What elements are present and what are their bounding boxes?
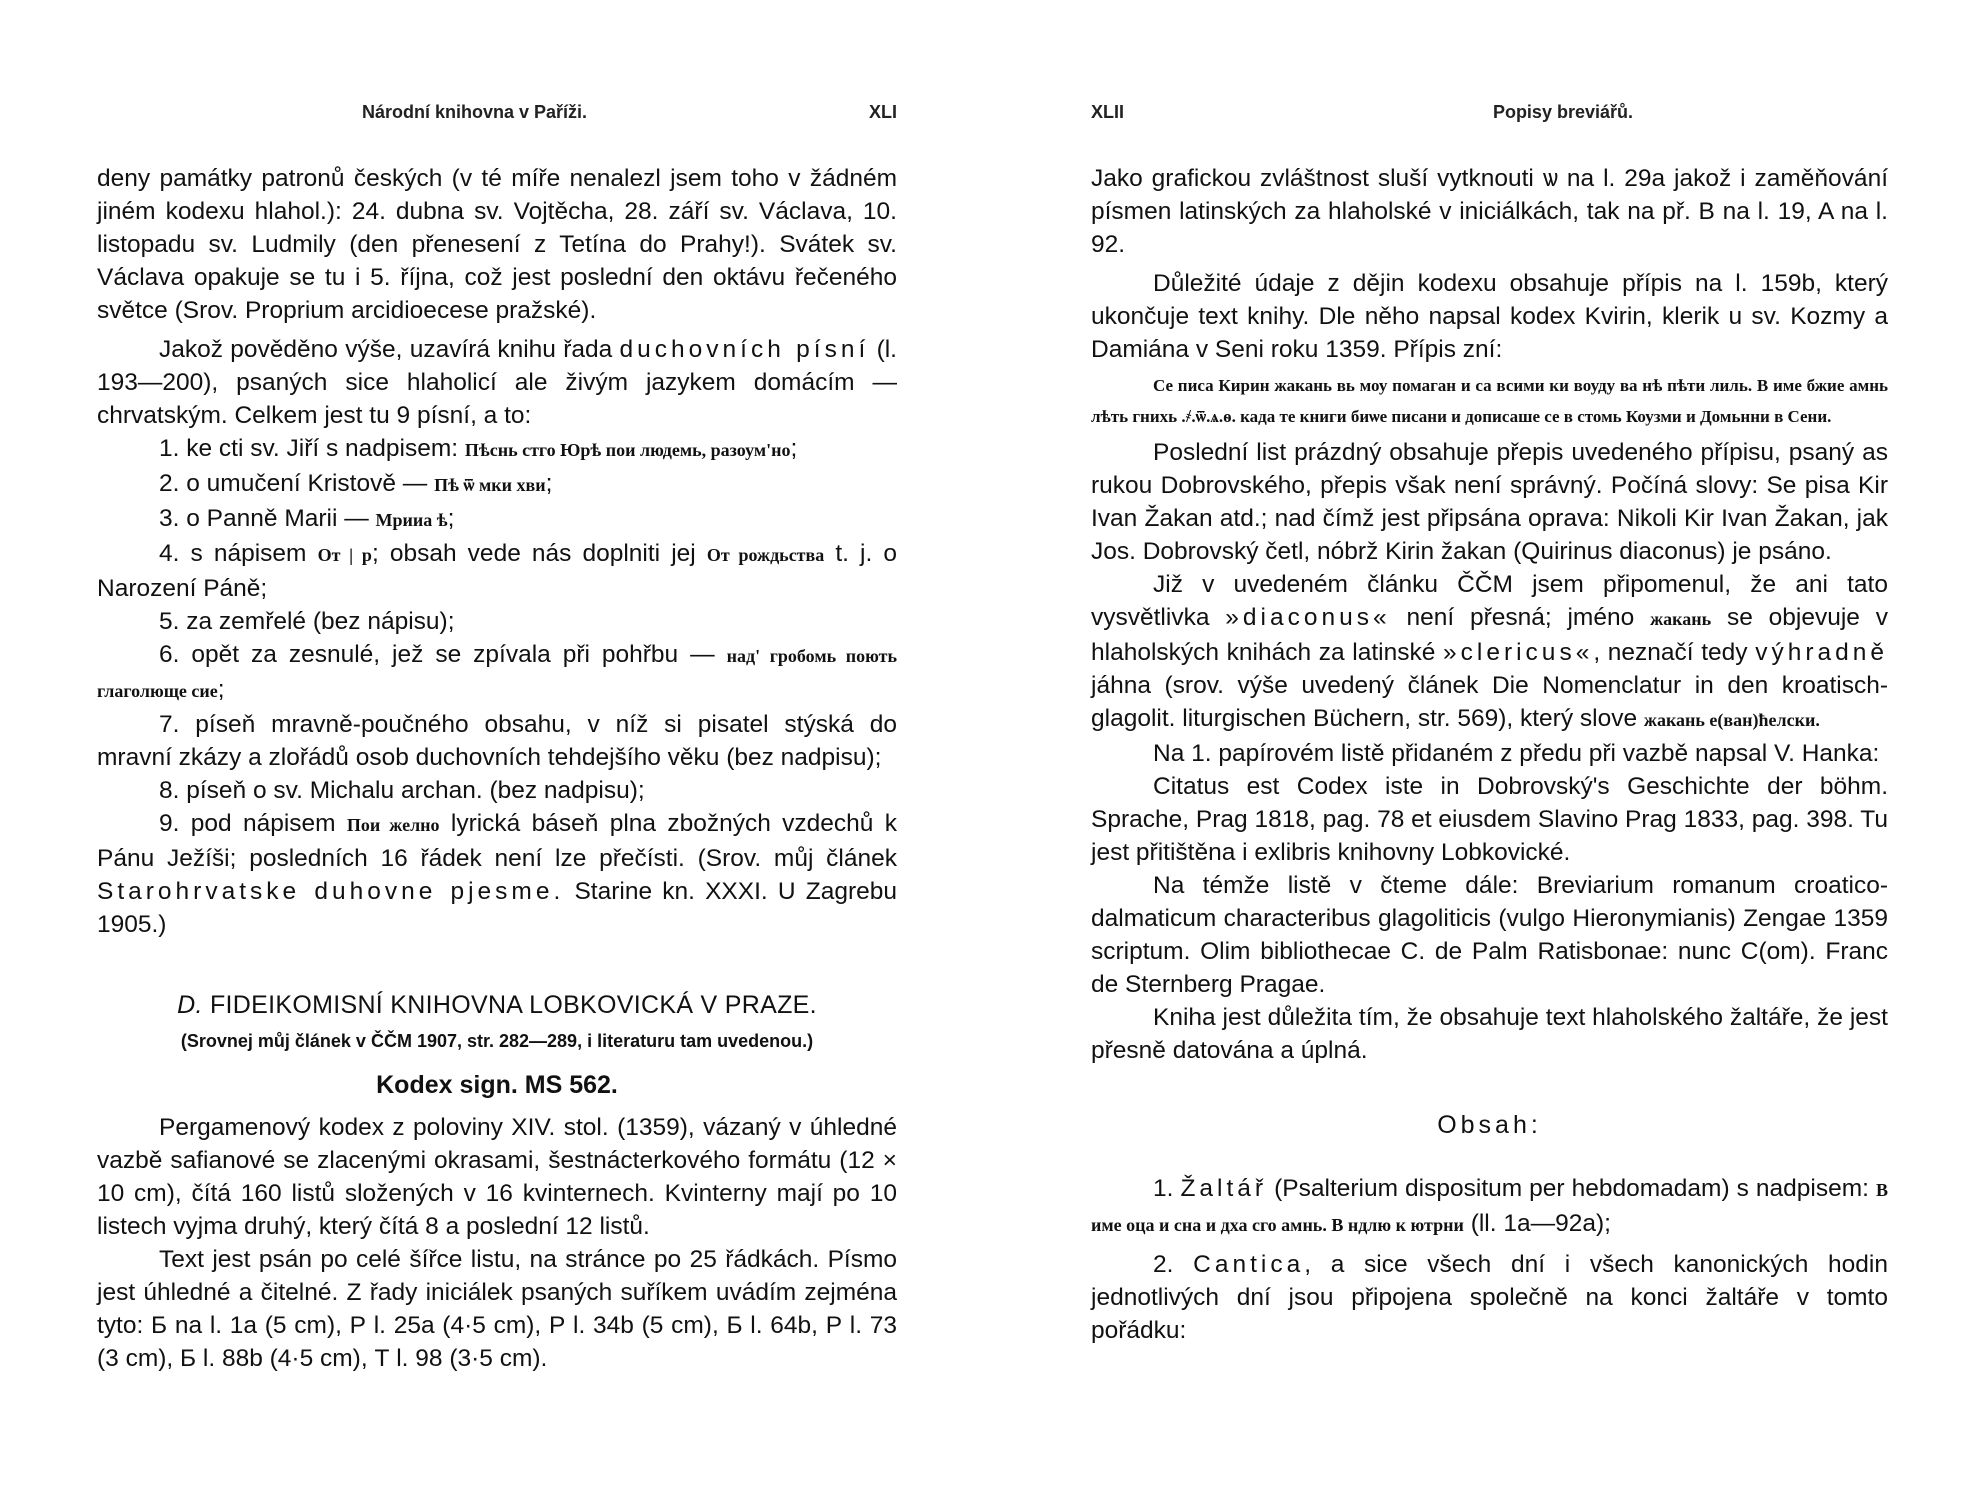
- glagolitic-transcription: над' гробомь поють глаголюще сие: [97, 646, 897, 701]
- list-item: [97, 432, 897, 467]
- text-run: jáhna (srov. výše uvedený článek Die Nomenclatur in den kroatisch-glagolit. liturgischen Büchern, str. 569), který slove: [1091, 672, 1888, 732]
- paragraph: [1091, 568, 1888, 737]
- section-title: [97, 989, 897, 1021]
- text-run: 7. píseň mravně-poučného obsahu, v níž si pisatel stýská do mravní zkázy a zlořádů osob duchovních tehdejšího věku (bez nadpisu);: [97, 711, 897, 771]
- glagolitic-transcription: жакань е(ван)ћелски.: [1643, 710, 1820, 730]
- spaced-text: Starohrvatske duhovne pjesme.: [97, 878, 565, 905]
- list-item: [97, 774, 897, 807]
- text-run: , a sice všech dní i všech kanonických hodin jednotlivých dní jsou připojena společně na konci žaltáře v tomto pořádku:: [1091, 1251, 1889, 1344]
- text-run: ;: [545, 470, 553, 497]
- spaced-text: »clericus«: [1443, 639, 1594, 666]
- paragraph: Text jest psán po celé šířce listu, na stránce po 25 řádkách. Písmo jest úhledné a čitelné. Z řady iniciálek psaných suříkem uvádím zejména tyto: Б na l. 1a (5 cm), Р l. 25a (4·5 cm), Р l. 34b (5 cm), Б l. 64b, Р l. 73 (3 cm), Б l. 88b (4·5 cm), Т l. 98 (3·5 cm).: [97, 1246, 897, 1372]
- text-run: Starine kn. XXXI. U Zagrebu 1905.): [97, 878, 897, 938]
- paragraph: Citatus est Codex iste in Dobrovský's Geschichte der böhm. Sprache, Prag 1818, pag. 78 et eiusdem Slavino Prag 1833, pag. 398. Tu jest přitištěna i exlibris knihovny Lobkovické.: [1091, 773, 1888, 866]
- codex-title: Kodex sign. MS 562.: [376, 1071, 618, 1099]
- running-head-right: [1091, 100, 1888, 124]
- spaced-text: Cantica: [1193, 1251, 1305, 1278]
- paragraph: Kniha jest důležita tím, že obsahuje text hlaholského žaltáře, že jest přesně datována a úplná.: [1091, 1004, 1888, 1064]
- text-run: 1. ke cti sv. Jiří s nadpisem:: [159, 435, 465, 462]
- text-run: (Psalterium dispositum per hebdomadam) s nadpisem:: [1274, 1175, 1869, 1202]
- contents-item: [1091, 1248, 1888, 1347]
- text-run: 2. o umučení Kristově —: [159, 470, 435, 497]
- glagolitic-transcription: От рождьства: [706, 545, 825, 565]
- list-item: [97, 605, 897, 638]
- list-item: [97, 807, 897, 941]
- spaced-text: duchovních písní: [619, 336, 870, 363]
- page-number-left: XLI: [868, 102, 897, 122]
- text-run: 9. pod nápisem: [159, 810, 347, 837]
- spaced-text: výhradně: [1755, 639, 1889, 666]
- list-item: [97, 537, 897, 605]
- text-run: ;: [447, 505, 455, 532]
- text-run: 8. píseň o sv. Michalu archan. (bez nadpisu);: [159, 777, 645, 804]
- header-title-right: Popisy breviářů.: [1492, 102, 1633, 122]
- glagolitic-transcription: Пѣснь стго Юрѣ пои людемь, разоум'но: [464, 440, 791, 460]
- paragraph: Pergamenový kodex z poloviny XIV. stol. (1359), vázaný v úhledné vazbě safianové se zlacenými okrasami, šestnácterkového formátu (12 × 10 cm), čítá 160 listů složených v 16 kvinternech. Kvinterny mají po 10 listech vyjma druhý, který čítá 8 a poslední 12 listů.: [97, 1114, 897, 1240]
- glagolitic-transcription: Мрииа ѣ: [375, 510, 448, 530]
- right-body: [1091, 162, 1888, 1347]
- text-run: 6. opět za zesnulé, jež se zpívala při pohřbu —: [159, 641, 727, 668]
- page-number-right: XLII: [1091, 102, 1125, 122]
- section-title-text: FIDEIKOMISNÍ KNIHOVNA LOBKOVICKÁ V PRAZE.: [209, 991, 817, 1019]
- text-run: ;: [790, 435, 798, 462]
- text-run: , neznačí tedy: [1593, 639, 1748, 666]
- section-letter: D.: [177, 991, 203, 1019]
- text-run: Jakož pověděno výše, uzavírá knihu řada: [159, 336, 613, 363]
- paragraph: Jako grafickou zvláštnost sluší vytknouti ѡ na l. 29a jakož i zaměňování písmen latinských za hlaholské v iniciálkách, tak na př. B na l. 19, A na l. 92.: [1091, 165, 1888, 258]
- glagolitic-transcription: жакань: [1650, 609, 1712, 629]
- paragraph: Na 1. papírovém listě přidaném z předu při vazbě napsal V. Hanka:: [1153, 740, 1880, 767]
- text-run: (ll. 1a—92a);: [1470, 1210, 1611, 1237]
- list-item: [97, 502, 897, 537]
- header-title-left: Národní knihovna v Paříži.: [362, 102, 588, 122]
- text-run: 5. za zemřelé (bez nápisu);: [159, 608, 455, 635]
- running-head-left: [97, 100, 897, 124]
- text-run: 1.: [1153, 1175, 1174, 1202]
- section-subtitle: (Srovnej můj článek v ČČM 1907, str. 282—289, i literaturu tam uvedenou.): [180, 1031, 814, 1051]
- spaced-text: Žaltář: [1180, 1175, 1268, 1202]
- text-run: ;: [217, 676, 225, 703]
- glagolitic-transcription: Пои желно: [346, 815, 440, 835]
- list-item: [97, 467, 897, 502]
- text-run: lyrická báseň plna zbožných vzdechů k Pánu Ježíši; posledních 16 řádek není lze přečísti. (Srov. můj článek: [97, 810, 897, 872]
- text-run: ; obsah vede nás doplniti jej: [371, 540, 707, 567]
- glagolitic-transcription: В име оца и сна и дха сго амнь. В ндлю к ютрни: [1091, 1180, 1888, 1235]
- text-run: není přesná; jméno: [1406, 604, 1635, 631]
- right-page: [991, 0, 1982, 1500]
- left-body: [97, 162, 897, 1375]
- paragraph: Poslední list prázdný obsahuje přepis uvedeného přípisu, psaný as rukou Dobrovského, přepis však není správný. Počíná slovy: Se pisa Kir Ivan Žakan atd.; nad čímž jest připsána oprava: Nikoli Kir Ivan Žakan, jak Jos. Dobrovský četl, nóbrž Kirin žakan (Quirinus diaconus) je psáno.: [1091, 439, 1888, 565]
- contents-item: [1091, 1172, 1888, 1242]
- paragraph: deny památky patronů českých (v té míře nenalezl jsem toho v žádném jiném kodexu hlahol.): 24. dubna sv. Vojtěcha, 28. září sv. Václava, 10. listopadu sv. Ludmily (den přenesení z Tetína do Prahy!). Svátek sv. Václava opakuje se tu i 5. října, což jest poslední den oktávu řečeného světce (Srov. Proprium arcidioecese pražské).: [97, 165, 897, 324]
- paragraph: Důležité údaje z dějin kodexu obsahuje přípis na l. 159b, který ukončuje text knihy. Dle něho napsal kodex Kvirin, klerik u sv. Kozmy a Damiána v Seni roku 1359. Přípis zní:: [1091, 270, 1888, 363]
- text-run: (l. 193—200), psaných sice hlaholicí ale živým jazykem domácím — chrvatským. Celkem jest tu 9 písní, a to:: [97, 336, 897, 429]
- text-run: 4. s nápisem: [159, 540, 318, 567]
- contents-heading: Obsah:: [1437, 1111, 1542, 1139]
- spaced-text: »diaconus«: [1225, 604, 1391, 631]
- glagolitic-transcription: От | р: [317, 545, 372, 565]
- text-run: 2.: [1153, 1251, 1174, 1278]
- glagolitic-quote: Се писа Кирин жакань вь моу помаган и са всими ки воуду ва нѣ пѣти лиль. В име бжие амнь лѣть гнихь .҂.ѿ.ѧ.ѳ. када те книги биѡе писани и дописаше се в стомь Коузми и Домьнни в Сени.: [1091, 376, 1888, 426]
- text-run: t. j. o Narození Páně;: [97, 540, 898, 602]
- text-run: se objevuje v hlaholských knihách za latinské: [1091, 604, 1888, 666]
- glagolitic-transcription: Пѣ ѿ мки хви: [434, 475, 546, 495]
- paragraph: [97, 333, 897, 432]
- text-run: 3. o Panně Marii —: [159, 505, 376, 532]
- list-item: [97, 638, 897, 708]
- list-item: [97, 708, 897, 774]
- text-run: Již v uvedeném článku ČČM jsem připomenul, že ani tato vysvětlivka: [1091, 571, 1888, 631]
- paragraph: Na témže listě v čteme dále: Breviarium romanum croatico-dalmaticum characteribus glagoliticis (vulgo Hieronymianis) Zengae 1359 scriptum. Olim bibliothecae C. de Palm Ratisbonae: nunc C(om). Franc de Sternberg Pragae.: [1091, 872, 1888, 998]
